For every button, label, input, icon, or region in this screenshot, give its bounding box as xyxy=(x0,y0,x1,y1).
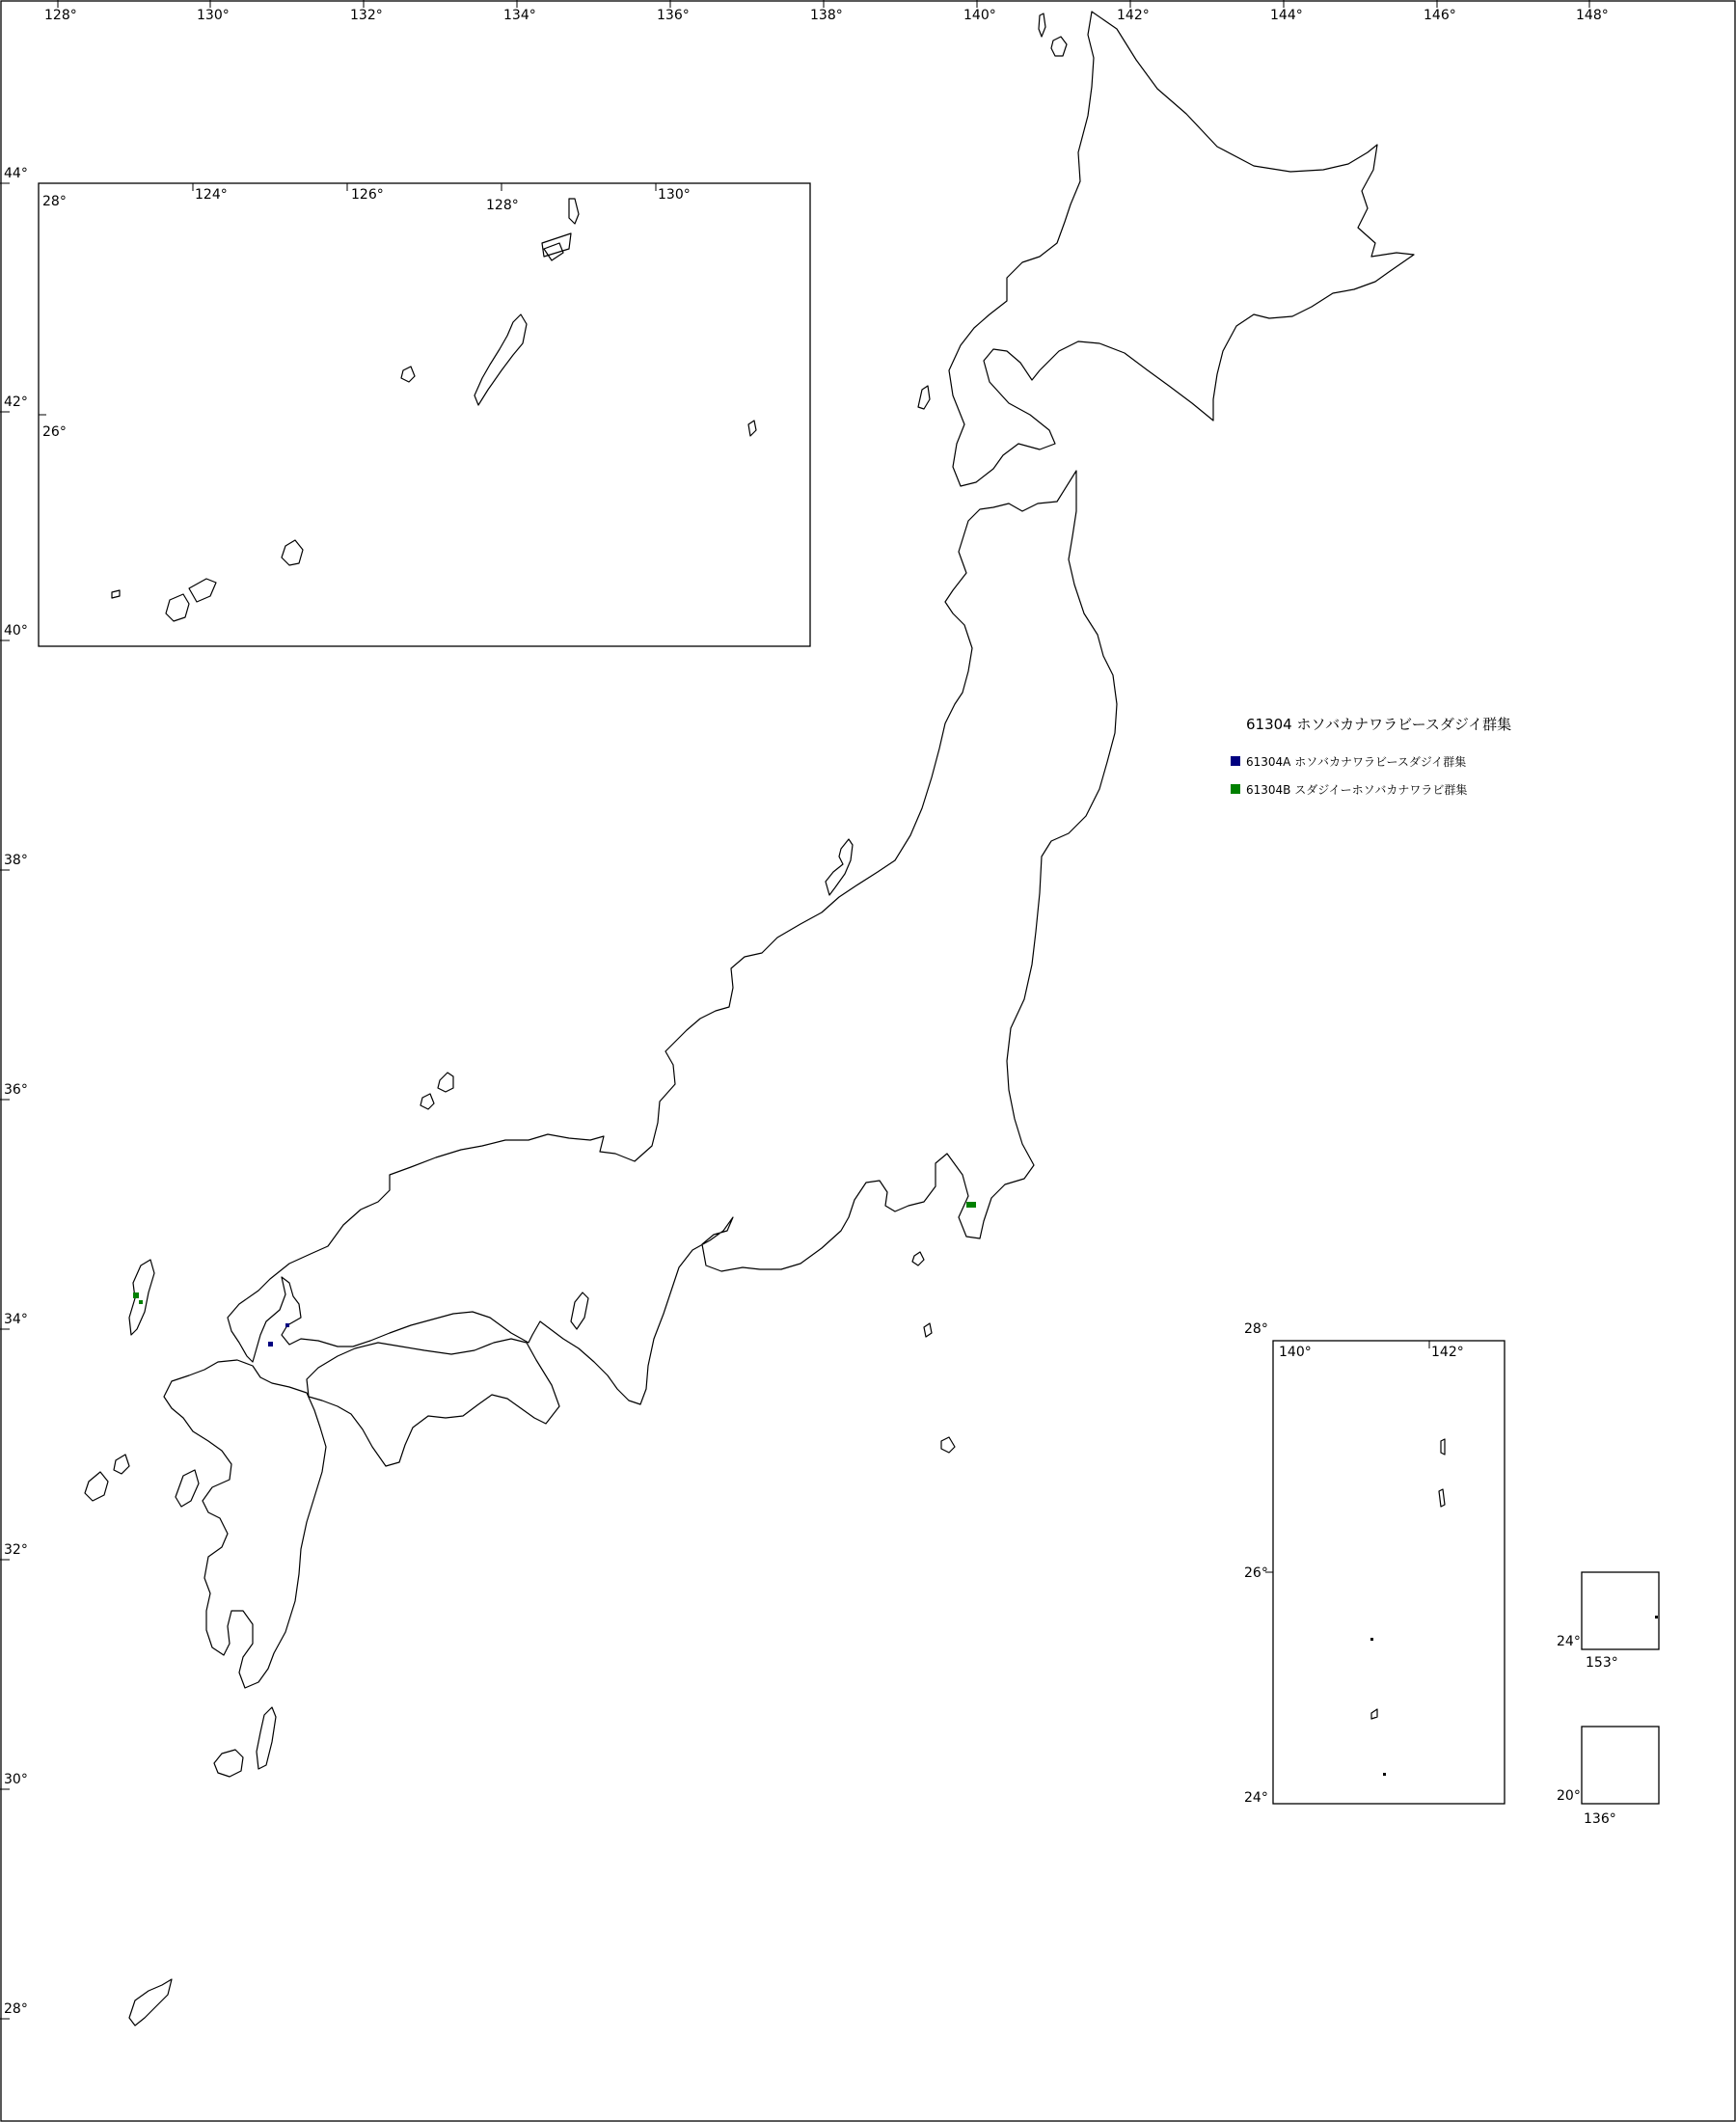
lat-tick-label: 38° xyxy=(4,853,28,868)
legend-swatch-61304b xyxy=(1231,784,1240,794)
main-longitude-axis xyxy=(44,0,1609,23)
kikai-island xyxy=(569,199,579,224)
lon-tick-label: 142° xyxy=(1117,8,1150,23)
inset-minamitorishima-frame xyxy=(1582,1572,1659,1649)
inset-ryukyu-tick-label: 28° xyxy=(42,194,67,209)
lat-tick-label: 32° xyxy=(4,1542,28,1558)
rishiri-island xyxy=(1051,37,1067,56)
inset-ogasawara-tick-label: 24° xyxy=(1244,1790,1268,1806)
inset-minamitorishima xyxy=(1557,1572,1659,1671)
daito-island xyxy=(748,421,756,436)
iriomote-island xyxy=(189,579,216,602)
lat-tick-label: 30° xyxy=(4,1772,28,1787)
miyakejima xyxy=(924,1323,932,1337)
lon-tick-label: 148° xyxy=(1576,8,1609,23)
main-latitude-axis xyxy=(0,166,28,2019)
honshu-coastline xyxy=(228,471,1117,1404)
inset-ogasawara-frame xyxy=(1273,1341,1505,1804)
awaji-island xyxy=(571,1292,588,1329)
lon-tick-label: 138° xyxy=(810,8,843,23)
inset-okinotorishima-frame xyxy=(1582,1727,1659,1804)
inset-okinotorishima xyxy=(1557,1727,1659,1827)
amakusa-islands xyxy=(176,1470,199,1507)
distribution-mark-61304b xyxy=(133,1292,139,1298)
oki-island-2 xyxy=(420,1094,434,1109)
yakushima-island xyxy=(214,1750,243,1777)
okushiri-island xyxy=(918,386,930,409)
inset-ryukyu-frame xyxy=(39,183,810,646)
hokkaido-coastline xyxy=(949,12,1414,486)
coastlines xyxy=(85,12,1414,2026)
hachijojima xyxy=(941,1437,955,1453)
inset-ogasawara-tick-label: 140° xyxy=(1279,1345,1312,1360)
inset-ryukyu-tick-label: 130° xyxy=(658,187,691,203)
lon-tick-label: 130° xyxy=(197,8,230,23)
legend-item-61304a xyxy=(1231,751,1511,771)
distribution-mark-61304b xyxy=(139,1300,143,1304)
legend-label-61304b: 61304B スダジイーホソバカナワラビ群集 xyxy=(1246,782,1468,797)
lat-tick-label: 34° xyxy=(4,1312,28,1327)
izu-oshima xyxy=(912,1252,924,1265)
inset-ogasawara-tick-label: 142° xyxy=(1431,1345,1464,1360)
legend-label-61304a: 61304A ホソバカナワラビースダジイ群集 xyxy=(1246,754,1467,769)
lon-tick-label: 146° xyxy=(1424,8,1456,23)
ishigaki-island xyxy=(166,594,189,621)
inset-ogasawara-tick-label: 28° xyxy=(1244,1321,1268,1337)
lat-tick-label: 42° xyxy=(4,394,28,410)
kume-island xyxy=(401,367,415,382)
hahajima-island xyxy=(1439,1489,1445,1507)
rebun-island xyxy=(1039,14,1045,37)
inset-ryukyu-tick-label: 126° xyxy=(351,187,384,203)
distribution-mark-61304b xyxy=(966,1202,976,1208)
distribution-mark-61304a xyxy=(285,1323,289,1327)
sado-island xyxy=(826,839,853,895)
lat-tick-label: 28° xyxy=(4,2001,28,2017)
distribution-points xyxy=(133,1202,976,1347)
inset-okinotorishima-lon-label: 136° xyxy=(1584,1811,1616,1827)
iwo-jima-island xyxy=(1371,1709,1377,1719)
inset-minamitorishima-lon-label: 153° xyxy=(1586,1655,1618,1671)
inset-ryukyu xyxy=(39,183,810,646)
inset-minamitorishima-lat-label: 24° xyxy=(1557,1634,1581,1649)
goto-islands-2 xyxy=(114,1455,129,1474)
lon-tick-label: 136° xyxy=(657,8,690,23)
lon-tick-label: 132° xyxy=(350,8,383,23)
nishinoshima-island xyxy=(1370,1638,1373,1641)
yonaguni-island xyxy=(112,590,120,598)
inset-okinotorishima-lat-label: 20° xyxy=(1557,1788,1581,1804)
chichijima-island xyxy=(1441,1439,1445,1455)
lon-tick-label: 134° xyxy=(503,8,536,23)
lat-tick-label: 36° xyxy=(4,1082,28,1098)
shikoku-coastline xyxy=(307,1339,559,1466)
map-legend xyxy=(1231,714,1511,807)
minami-iwo-jima-island xyxy=(1383,1773,1386,1776)
inset-ryukyu-tick-label: 26° xyxy=(42,424,67,440)
lon-tick-label: 140° xyxy=(963,8,996,23)
lat-tick-label: 44° xyxy=(4,166,28,181)
okinawa-island xyxy=(475,314,527,405)
miyako-island xyxy=(282,540,303,565)
distribution-mark-61304a xyxy=(268,1342,273,1347)
goto-islands xyxy=(85,1472,108,1501)
kyushu-coastline xyxy=(164,1360,326,1688)
oki-island xyxy=(438,1073,453,1092)
inset-ogasawara xyxy=(1244,1321,1505,1806)
map-border xyxy=(1,1,1735,2121)
lon-tick-label: 128° xyxy=(44,8,77,23)
lon-tick-label: 144° xyxy=(1270,8,1303,23)
inset-ryukyu-tick-label: 124° xyxy=(195,187,228,203)
legend-title: 61304 ホソバカナワラビースダジイ群集 xyxy=(1246,716,1512,733)
amami-island xyxy=(129,1979,172,2026)
legend-item-61304b xyxy=(1231,779,1511,799)
legend-swatch-61304a xyxy=(1231,756,1240,766)
tsushima-island xyxy=(129,1260,154,1335)
minamitorishima-island xyxy=(1655,1616,1658,1619)
lat-tick-label: 40° xyxy=(4,623,28,639)
inset-ogasawara-tick-label: 26° xyxy=(1244,1565,1268,1581)
tanegashima-island xyxy=(257,1707,276,1769)
inset-ryukyu-tick-label: 128° xyxy=(486,198,519,213)
